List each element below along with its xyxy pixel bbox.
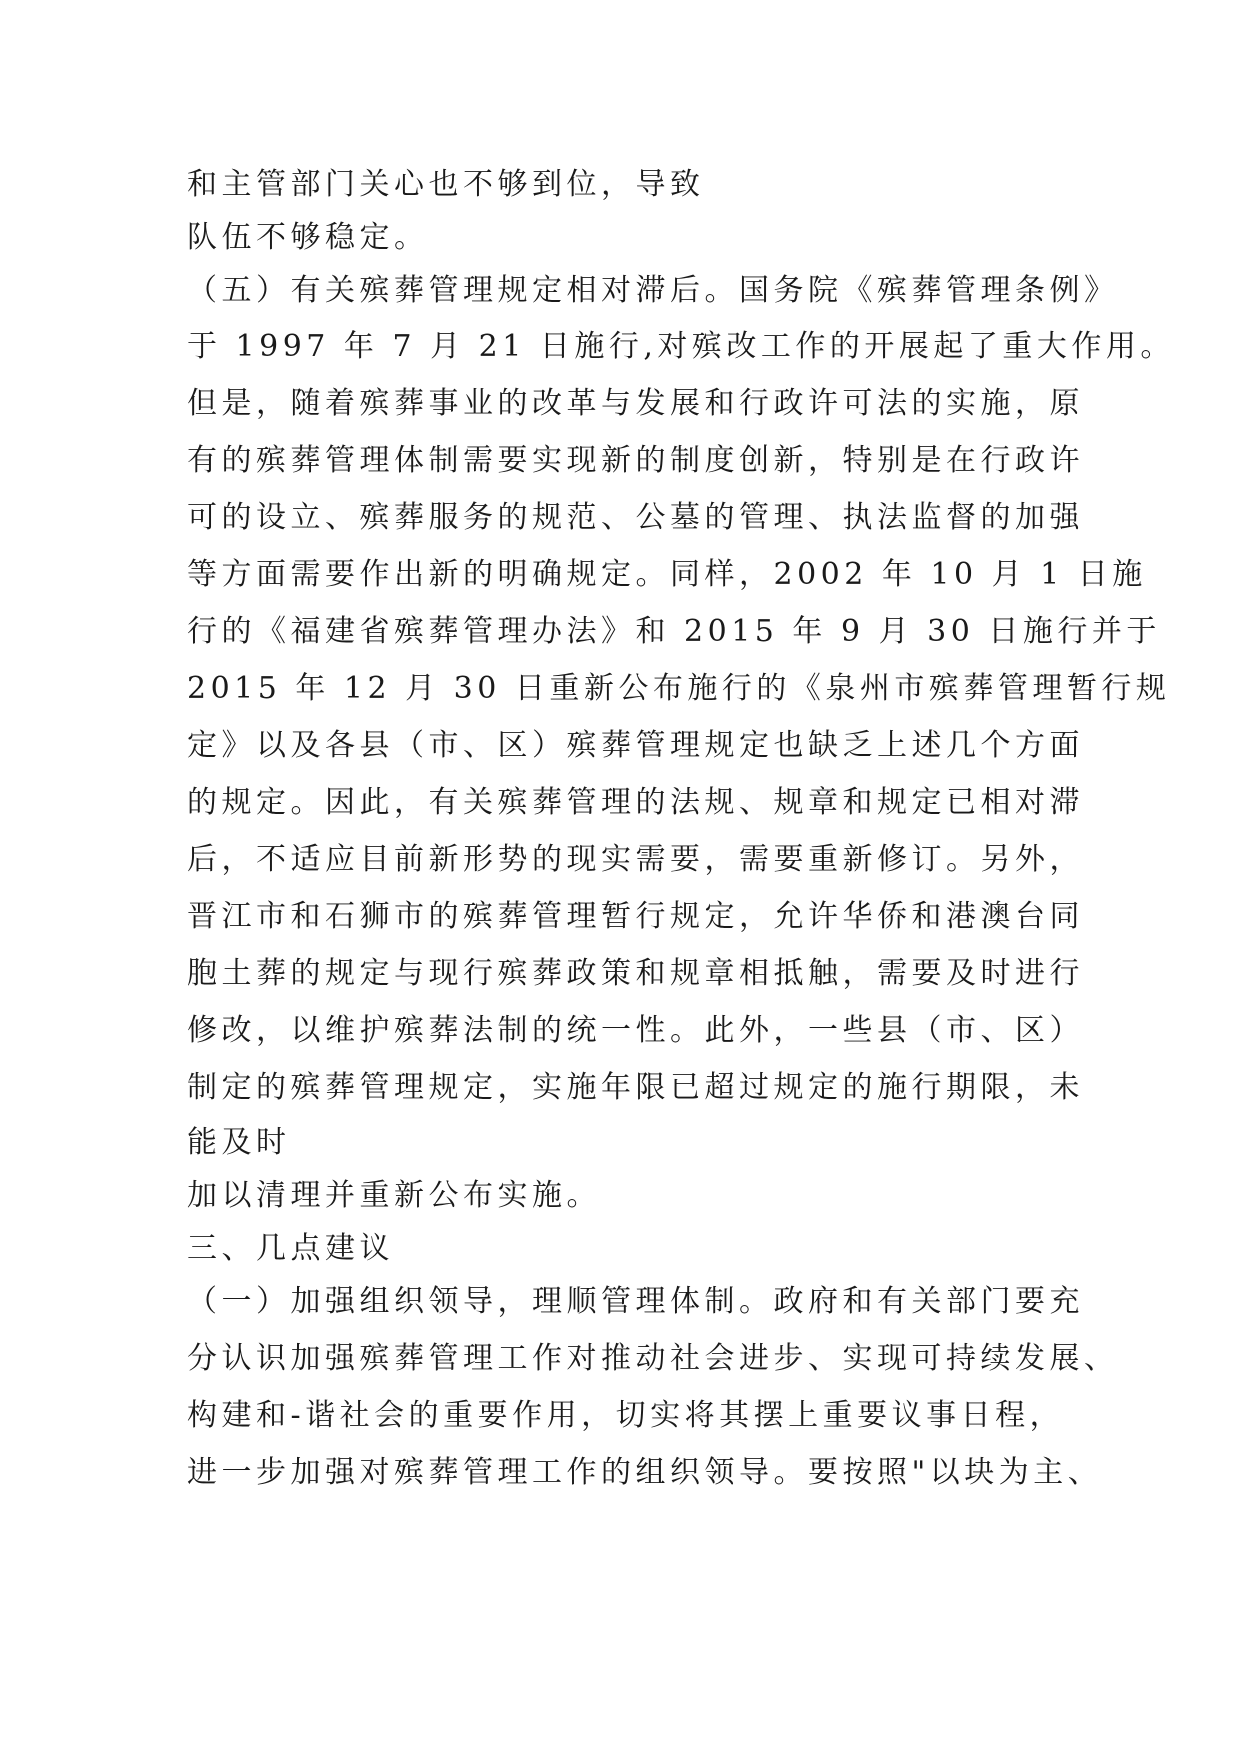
text-line: 队伍不够稳定。	[187, 220, 429, 255]
text-line: 和主管部门关心也不够到位，导致	[187, 167, 705, 202]
text-line: 加以清理并重新公布实施。	[187, 1178, 601, 1213]
text-line: 行的《福建省殡葬管理办法》和 2015 年 9 月 30 日施行并于	[187, 614, 1161, 649]
text-line: 构建和-谐社会的重要作用，切实将其摆上重要议事日程，	[187, 1398, 1065, 1433]
text-line: 有的殡葬管理体制需要实现新的制度创新，特别是在行政许	[187, 443, 1084, 478]
text-line: 胞土葬的规定与现行殡葬政策和规章相抵触，需要及时进行	[187, 956, 1084, 991]
section-heading-3: 三、几点建议	[187, 1231, 394, 1266]
text-line: 进一步加强对殡葬管理工作的组织领导。要按照"以块为主、	[187, 1455, 1103, 1490]
text-line: 定》以及各县（市、区）殡葬管理规定也缺乏上述几个方面	[187, 728, 1084, 763]
text-line: 后，不适应目前新形势的现实需要，需要重新修订。另外，	[187, 842, 1084, 877]
text-line: 等方面需要作出新的明确规定。同样，2002 年 10 月 1 日施	[187, 557, 1147, 592]
text-line: 能及时	[187, 1125, 291, 1160]
text-line: 于 1997 年 7 月 21 日施行,对殡改工作的开展起了重大作用。	[187, 329, 1175, 364]
text-line: 可的设立、殡葬服务的规范、公墓的管理、执法监督的加强	[187, 500, 1084, 535]
text-line: 晋江市和石狮市的殡葬管理暂行规定，允许华侨和港澳台同	[187, 899, 1084, 934]
text-line: 但是，随着殡葬事业的改革与发展和行政许可法的实施，原	[187, 386, 1084, 421]
section-heading-5: （五）有关殡葬管理规定相对滞后。国务院《殡葬管理条例》	[187, 273, 1119, 308]
text-line: 制定的殡葬管理规定，实施年限已超过规定的施行期限，未	[187, 1070, 1084, 1105]
text-line: 修改，以维护殡葬法制的统一性。此外，一些县（市、区）	[187, 1013, 1084, 1048]
text-line: 的规定。因此，有关殡葬管理的法规、规章和规定已相对滞	[187, 785, 1084, 820]
text-line: 分认识加强殡葬管理工作对推动社会进步、实现可持续发展、	[187, 1341, 1119, 1376]
text-line: 2015 年 12 月 30 日重新公布施行的《泉州市殡葬管理暂行规	[187, 671, 1171, 706]
subsection-heading-1: （一）加强组织领导，理顺管理体制。政府和有关部门要充	[187, 1284, 1084, 1319]
